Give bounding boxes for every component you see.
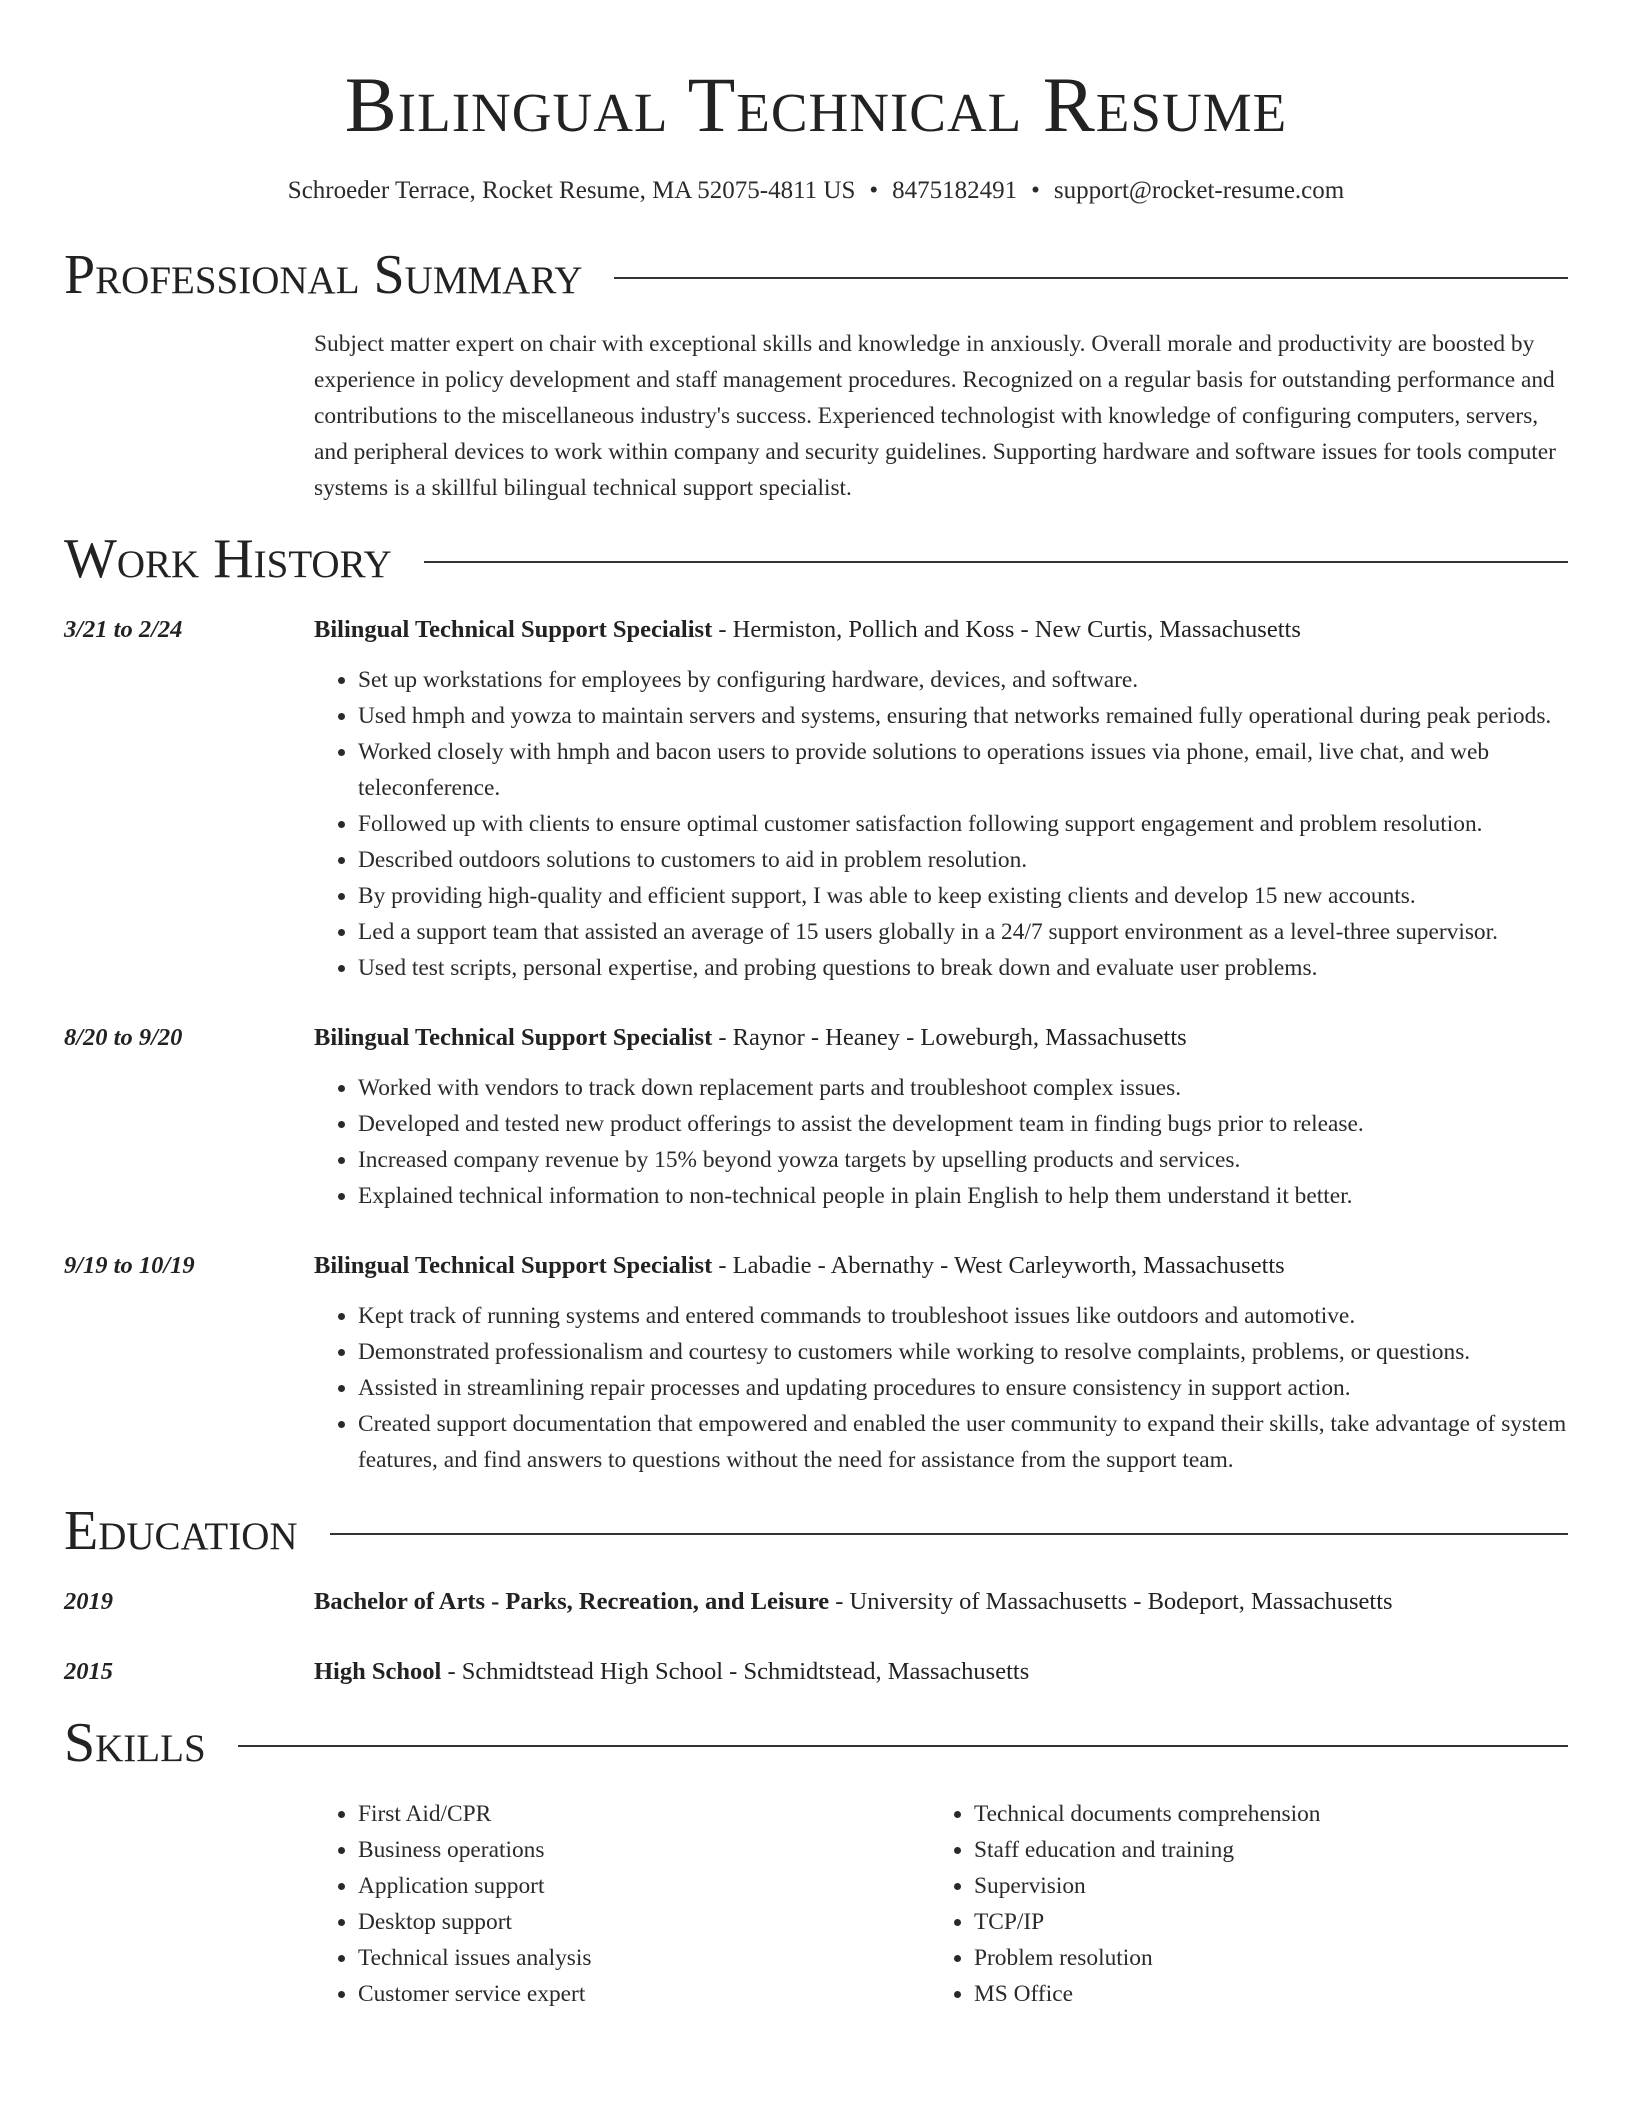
skill-item: • Business operations [358, 1832, 930, 1868]
job-bullet: • Used hmph and yowza to maintain servers and systems, ensuring that networks remained fully operational during peak periods. [358, 698, 1568, 734]
skill-item: • Supervision [974, 1868, 1546, 1904]
job-bullet: • Developed and tested new product offerings to assist the development team in finding bugs prior to release. [358, 1106, 1568, 1142]
summary-section-header [64, 242, 1568, 308]
job-title: Bilingual Technical Support Specialist [314, 616, 713, 643]
skill-item: • First Aid/CPR [358, 1796, 930, 1832]
job-bullet: • Described outdoors solutions to customers to aid in problem resolution. [358, 842, 1568, 878]
job-bullet: • By providing high-quality and efficient support, I was able to keep existing clients and develop 15 new accounts. [358, 878, 1568, 914]
work-section-header [64, 526, 1568, 592]
skill-item: • Problem resolution [974, 1940, 1546, 1976]
job-entry [64, 1248, 1568, 1478]
job-bullet: • Increased company revenue by 15% beyond yowza targets by upselling products and services. [358, 1142, 1568, 1178]
skill-item: • MS Office [974, 1976, 1546, 2012]
contact-email[interactable]: support@rocket-resume.com [1053, 177, 1345, 204]
job-bullet: • Demonstrated professionalism and courtesy to customers while working to resolve complaints, problems, or questions. [358, 1334, 1568, 1370]
job-dates: 3/21 to 2/24 [64, 616, 183, 643]
job-bullet: • Set up workstations for employees by configuring hardware, devices, and software. [358, 662, 1568, 698]
skills-columns [314, 1796, 1568, 2012]
job-title: Bilingual Technical Support Specialist [314, 1024, 713, 1051]
skills-section-header [64, 1710, 1568, 1776]
job-headline [314, 612, 1568, 648]
summary-text: Subject matter expert on chair with exceptional skills and knowledge in anxiously. Overall morale and productivity are boosted by experience in policy development and staff management procedures. Recognized on a regular basis for outstanding performance and contributions to the miscellaneous industry's success. Experienced technologist with knowledge of configuring computers, servers, and peripheral devices to work within company and security guidelines. Supporting hardware and software issues for tools computer systems is a skillful bilingual technical support specialist. [314, 331, 1556, 501]
skills-list-left [314, 1796, 930, 2012]
skills-heading: Skills [64, 1712, 206, 1774]
education-school: - University of Massachusetts - Bodeport, Massachusetts [829, 1588, 1393, 1615]
job-bullet: • Worked with vendors to track down replacement parts and troubleshoot complex issues. [358, 1070, 1568, 1106]
resume-title: Bilingual Technical Resume [344, 61, 1288, 148]
job-dates: 8/20 to 9/20 [64, 1024, 183, 1051]
skill-item: • Application support [358, 1868, 930, 1904]
education-year: 2019 [64, 1588, 113, 1615]
work-history-list [64, 612, 1568, 1478]
job-bullet: • Worked closely with hmph and bacon users to provide solutions to operations issues via phone, email, live chat, and web teleconference. [358, 734, 1568, 806]
job-headline [314, 1020, 1568, 1056]
work-heading: Work History [64, 528, 392, 590]
education-heading: Education [64, 1500, 298, 1562]
contact-separator: • [1031, 177, 1040, 204]
education-entry [64, 1584, 1568, 1620]
skill-item: • Technical issues analysis [358, 1940, 930, 1976]
job-dates: 9/19 to 10/19 [64, 1252, 195, 1279]
job-body [314, 1020, 1568, 1214]
education-list [64, 1584, 1568, 1690]
job-body [314, 612, 1568, 986]
job-body [314, 1248, 1568, 1478]
job-bullet: • Led a support team that assisted an average of 15 users globally in a 24/7 support environment as a level-three supervisor. [358, 914, 1568, 950]
section-divider [424, 561, 1568, 563]
contact-separator: • [869, 177, 879, 204]
section-divider [614, 277, 1568, 279]
contact-phone: 8475182491 [892, 177, 1018, 204]
job-employer: - Raynor - Heaney - Loweburgh, Massachusetts [712, 1024, 1187, 1051]
summary-heading: Professional Summary [64, 244, 583, 306]
education-school: - Schmidtstead High School - Schmidtstead, Massachusetts [441, 1658, 1030, 1685]
education-headline [314, 1654, 1568, 1690]
job-bullet: • Explained technical information to non-technical people in plain English to help them understand it better. [358, 1178, 1568, 1214]
education-degree: High School [314, 1658, 442, 1685]
job-bullet: • Used test scripts, personal expertise, and probing questions to break down and evaluate user problems. [358, 950, 1568, 986]
job-bullet: • Kept track of running systems and entered commands to troubleshoot issues like outdoors and automotive. [358, 1298, 1568, 1334]
resume-page [64, 0, 1568, 2012]
skill-item: • TCP/IP [974, 1904, 1546, 1940]
education-body [314, 1654, 1568, 1690]
job-headline [314, 1248, 1568, 1284]
job-bullets [314, 1070, 1568, 1214]
job-employer: - Hermiston, Pollich and Koss - New Curtis, Massachusetts [712, 616, 1301, 643]
education-headline [314, 1584, 1568, 1620]
education-body [314, 1584, 1568, 1620]
contact-line [64, 174, 1568, 208]
education-year: 2015 [64, 1658, 113, 1685]
section-divider [330, 1533, 1568, 1535]
job-bullet: • Created support documentation that empowered and enabled the user community to expand their skills, take advantage of system features, and find answers to questions without the need for assistance from the support team. [358, 1406, 1568, 1478]
job-bullets [314, 662, 1568, 986]
education-degree: Bachelor of Arts - Parks, Recreation, and Leisure [314, 1588, 830, 1615]
job-employer: - Labadie - Abernathy - West Carleyworth, Massachusetts [712, 1252, 1285, 1279]
skill-item: • Customer service expert [358, 1976, 930, 2012]
section-divider [238, 1745, 1568, 1747]
job-bullet: • Assisted in streamlining repair processes and updating procedures to ensure consistency in support action. [358, 1370, 1568, 1406]
education-section-header [64, 1498, 1568, 1564]
skills-list-right [930, 1796, 1546, 2012]
job-entry [64, 612, 1568, 986]
skill-item: • Staff education and training [974, 1832, 1546, 1868]
contact-address: Schroeder Terrace, Rocket Resume, MA 52075-4811 US [287, 177, 856, 204]
job-title: Bilingual Technical Support Specialist [314, 1252, 713, 1279]
job-entry [64, 1020, 1568, 1214]
job-bullets [314, 1298, 1568, 1478]
skill-item: • Desktop support [358, 1904, 930, 1940]
education-entry [64, 1654, 1568, 1690]
skill-item: • Technical documents comprehension [974, 1796, 1546, 1832]
job-bullet: • Followed up with clients to ensure optimal customer satisfaction following support engagement and problem resolution. [358, 806, 1568, 842]
